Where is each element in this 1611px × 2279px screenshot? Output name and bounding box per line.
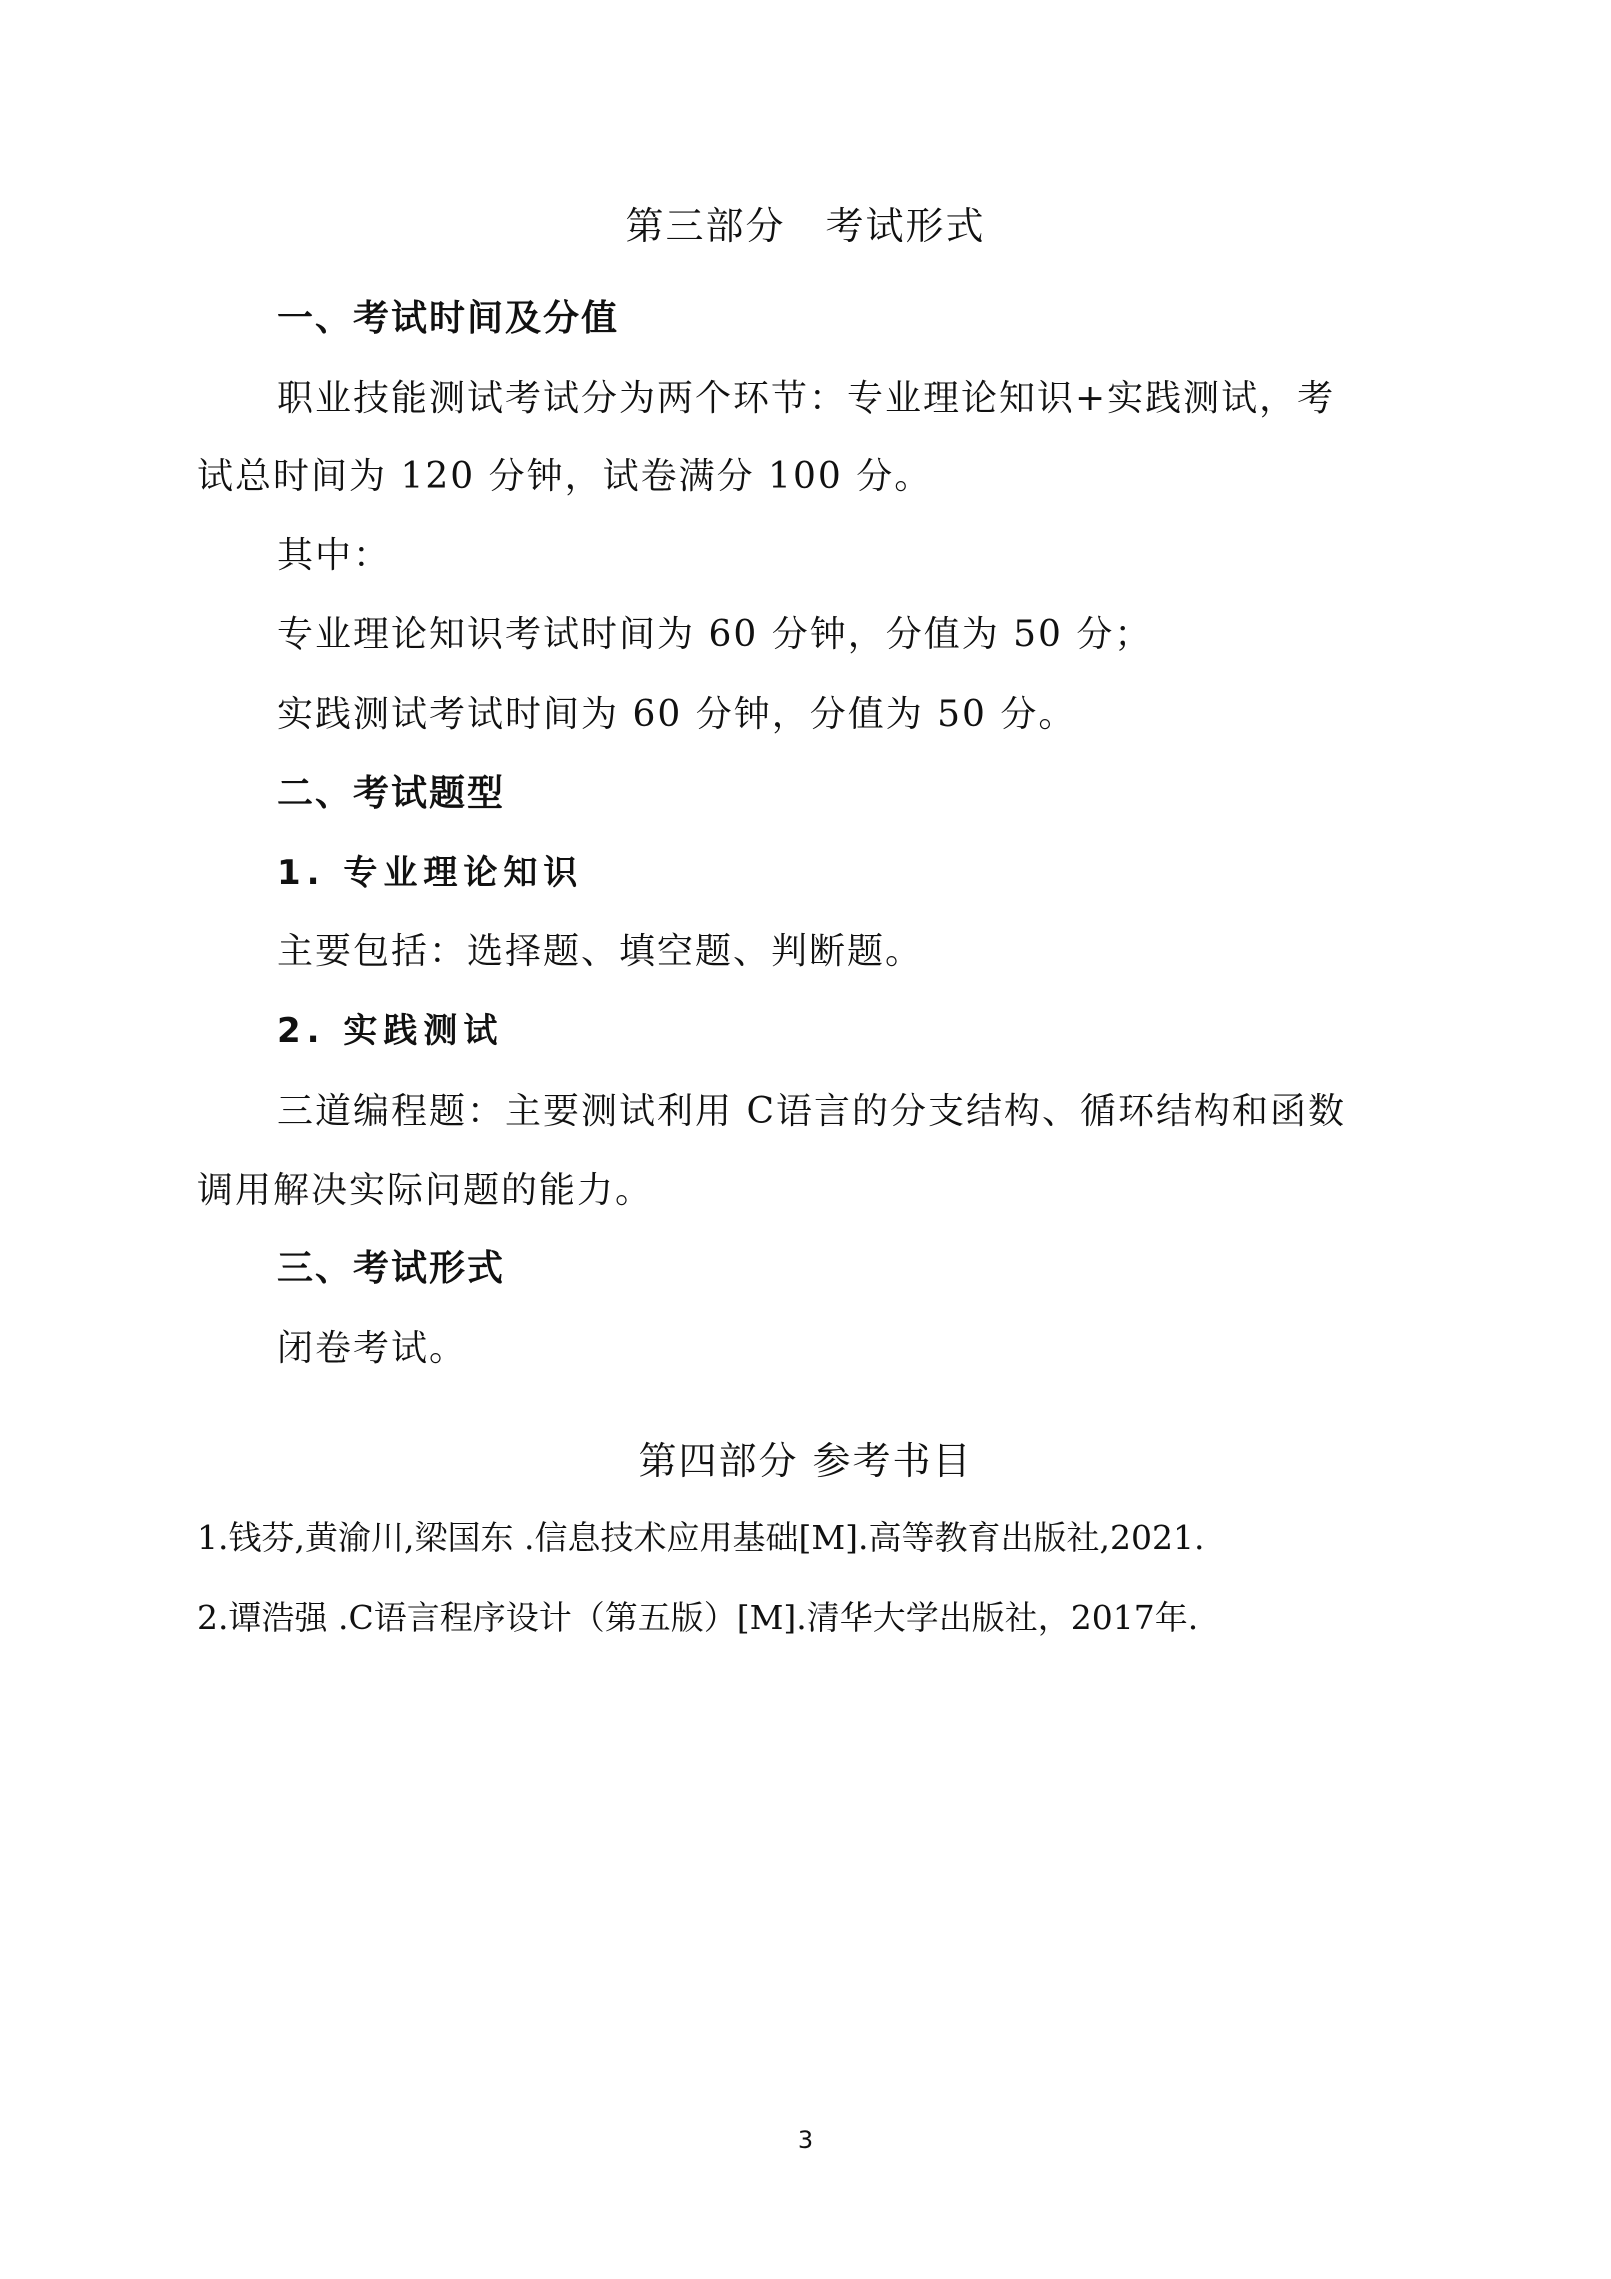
section3-heading: 三、考试形式	[277, 1248, 506, 1289]
section1-among-label: 其中：	[277, 535, 392, 576]
section1-paragraph-line1: 职业技能测试考试分为两个环节：专业理论知识+实践测试，考	[277, 378, 1336, 419]
part4-title: 第四部分 参考书目	[638, 1439, 973, 1483]
section2-heading: 二、考试题型	[277, 773, 506, 814]
section2-subheading-practice: 2. 实践测试	[277, 1011, 504, 1051]
reference-item-1: 1.钱芬,黄渝川,梁国东 .信息技术应用基础[M].高等教育出版社,2021.	[197, 1518, 1205, 1557]
section3-text: 闭卷考试。	[277, 1328, 468, 1369]
section2-subheading-theory: 1. 专业理论知识	[277, 853, 584, 893]
section1-paragraph-line2: 试总时间为 120 分钟，试卷满分 100 分。	[197, 456, 933, 497]
reference-item-2: 2.谭浩强 .C语言程序设计（第五版）[M].清华大学出版社，2017年.	[197, 1598, 1199, 1637]
section2-practice-line1: 三道编程题：主要测试利用 C语言的分支结构、循环结构和函数	[277, 1091, 1346, 1132]
page-number: 3	[797, 2126, 814, 2154]
section2-theory-text: 主要包括：选择题、填空题、判断题。	[277, 931, 924, 972]
part3-title: 第三部分 考试形式	[625, 204, 986, 248]
section1-theory-time: 专业理论知识考试时间为 60 分钟，分值为 50 分；	[277, 614, 1153, 655]
section1-practice-time: 实践测试考试时间为 60 分钟，分值为 50 分。	[277, 694, 1077, 735]
section2-practice-line2: 调用解决实际问题的能力。	[197, 1170, 654, 1211]
section1-heading: 一、考试时间及分值	[277, 298, 620, 339]
